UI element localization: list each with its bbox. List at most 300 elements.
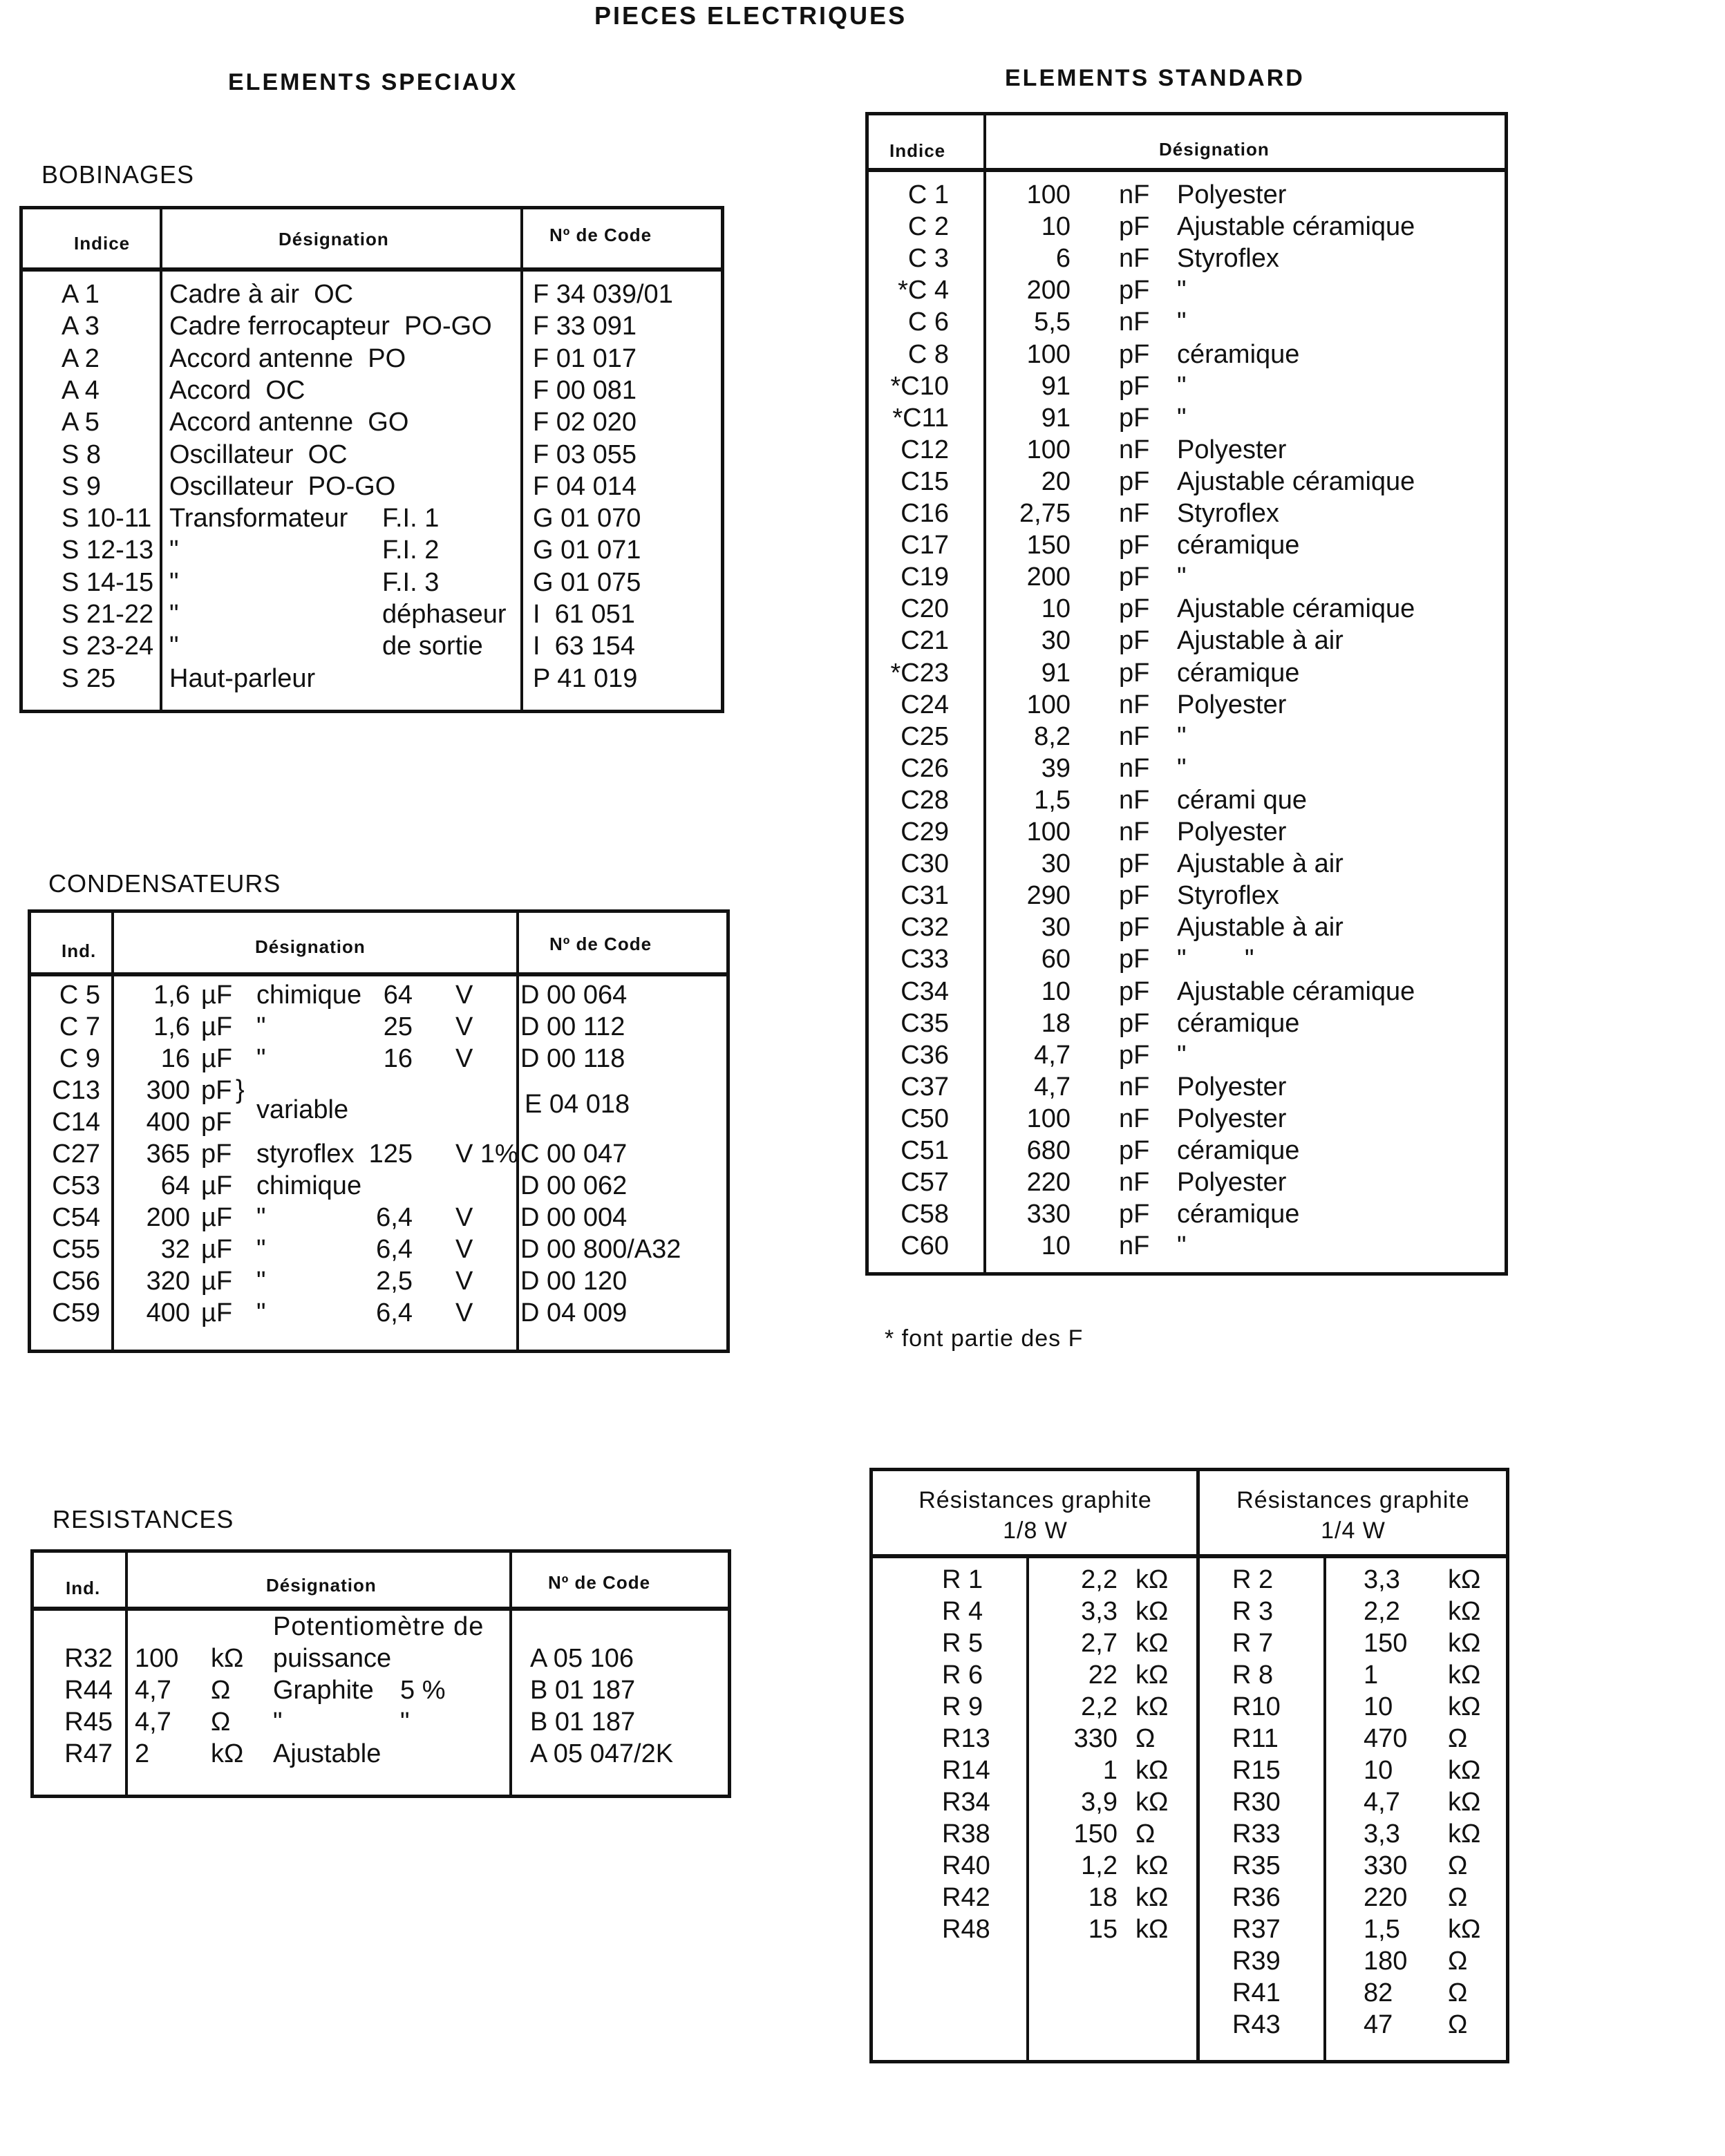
type: chimique bbox=[256, 1171, 362, 1200]
table-row bbox=[869, 848, 1505, 880]
unit: Ω bbox=[1448, 1851, 1468, 1880]
designation-detail: F.I. 3 bbox=[382, 567, 440, 597]
header-indice: Indice bbox=[74, 233, 131, 254]
header-designation: Désignation bbox=[1159, 139, 1270, 160]
unit: Ω bbox=[211, 1708, 231, 1737]
indice: C29 bbox=[901, 817, 949, 847]
value: 2 bbox=[135, 1739, 150, 1768]
value: 10 bbox=[1041, 212, 1071, 242]
value: 2,2 bbox=[1364, 1597, 1400, 1626]
designation: Transformateur bbox=[169, 504, 348, 533]
value: 100 bbox=[1026, 435, 1071, 464]
table-row bbox=[873, 1913, 1506, 1945]
value: 1,5 bbox=[1034, 785, 1071, 815]
indice: C16 bbox=[901, 499, 949, 528]
unit: pF bbox=[1119, 1136, 1150, 1165]
indice: A 4 bbox=[62, 375, 100, 405]
unit: µF bbox=[201, 1298, 233, 1327]
header-1-8w bbox=[873, 1485, 1198, 1546]
unit: kΩ bbox=[1135, 1851, 1169, 1880]
table-row bbox=[23, 439, 721, 471]
indice: R30 bbox=[1232, 1788, 1281, 1817]
unit: Ω bbox=[1135, 1819, 1156, 1848]
value: 39 bbox=[1041, 753, 1071, 783]
unit: pF bbox=[1119, 658, 1150, 688]
designation: Styroflex bbox=[1177, 244, 1279, 274]
indice: C15 bbox=[901, 466, 949, 496]
value: 100 bbox=[1026, 339, 1071, 369]
table-row bbox=[869, 306, 1505, 338]
value: 10 bbox=[1041, 594, 1071, 624]
indice: C53 bbox=[52, 1171, 100, 1200]
designation: céramique bbox=[1177, 531, 1300, 560]
indice: C56 bbox=[52, 1267, 100, 1296]
unit: nF bbox=[1119, 435, 1150, 464]
unit: pF bbox=[1119, 881, 1150, 911]
designation: Ajustable céramique bbox=[1177, 976, 1415, 1006]
indice: C55 bbox=[52, 1235, 100, 1264]
value: 3,3 bbox=[1364, 1819, 1400, 1848]
header-code: Nº de Code bbox=[549, 225, 652, 245]
indice: R 6 bbox=[942, 1661, 983, 1690]
unit: pF bbox=[1119, 1008, 1150, 1038]
designation: " bbox=[1177, 1231, 1187, 1261]
voltage: 125 bbox=[368, 1140, 413, 1169]
unit: pF bbox=[1119, 531, 1150, 560]
indice: S 25 bbox=[62, 663, 116, 693]
variable-code: E 04 018 bbox=[525, 1090, 630, 1119]
unit: nF bbox=[1119, 308, 1150, 337]
unit: pF bbox=[1119, 626, 1150, 656]
value: 400 bbox=[146, 1298, 190, 1327]
table-row bbox=[873, 1977, 1506, 2009]
code: I 61 051 bbox=[533, 600, 635, 629]
value: 6 bbox=[1055, 244, 1071, 274]
unit: kΩ bbox=[1448, 1597, 1481, 1626]
table-header bbox=[31, 913, 726, 976]
table-row bbox=[23, 343, 721, 375]
value: 10 bbox=[1041, 976, 1071, 1006]
unit: kΩ bbox=[211, 1739, 244, 1768]
unit: µF bbox=[201, 1267, 233, 1296]
footnote: * font partie des F bbox=[885, 1325, 1084, 1352]
indice: S 9 bbox=[62, 471, 102, 501]
code: F 01 017 bbox=[533, 343, 637, 373]
unit: pF bbox=[201, 1108, 232, 1137]
indice: R 2 bbox=[1232, 1565, 1274, 1594]
header-wattage: 1/4 W bbox=[1321, 1517, 1386, 1544]
designation: " bbox=[1177, 371, 1187, 401]
table-row bbox=[873, 1691, 1506, 1723]
value: 20 bbox=[1041, 466, 1071, 496]
voltage: 6,4 bbox=[376, 1298, 413, 1327]
resistances-label: RESISTANCES bbox=[53, 1505, 234, 1533]
voltage: 6,4 bbox=[376, 1203, 413, 1232]
header-ind: Ind. bbox=[66, 1578, 101, 1598]
type: " bbox=[256, 1298, 266, 1327]
header-designation: Désignation bbox=[266, 1575, 377, 1596]
designation: Ajustable céramique bbox=[1177, 212, 1415, 242]
table-row bbox=[31, 1043, 726, 1075]
table-row bbox=[31, 1265, 726, 1297]
value: 330 bbox=[1073, 1724, 1118, 1753]
indice: R47 bbox=[64, 1739, 113, 1768]
value: 15 bbox=[1088, 1915, 1118, 1944]
header-ind: Ind. bbox=[62, 940, 97, 961]
designation: " bbox=[1177, 753, 1187, 783]
value: 680 bbox=[1026, 1136, 1071, 1165]
table-row bbox=[23, 567, 721, 598]
code: F 03 055 bbox=[533, 439, 637, 469]
table-row bbox=[873, 1627, 1506, 1659]
unit: kΩ bbox=[1448, 1788, 1481, 1817]
code: P 41 019 bbox=[533, 663, 638, 693]
value: 4,7 bbox=[135, 1676, 171, 1705]
indice: A 5 bbox=[62, 408, 100, 437]
indice: *C11 bbox=[892, 403, 949, 433]
table-row bbox=[31, 1075, 726, 1106]
value: 60 bbox=[1041, 945, 1071, 974]
unit: kΩ bbox=[1135, 1756, 1169, 1785]
indice: C31 bbox=[901, 881, 949, 911]
unit: kΩ bbox=[1135, 1692, 1169, 1721]
value: 320 bbox=[146, 1267, 190, 1296]
unit: nF bbox=[1119, 180, 1150, 209]
value: 10 bbox=[1364, 1692, 1393, 1721]
unit: µF bbox=[201, 1012, 233, 1041]
table-row bbox=[31, 1233, 726, 1265]
designation: Graphite bbox=[273, 1676, 374, 1705]
header-designation: Désignation bbox=[279, 229, 389, 249]
indice: R 5 bbox=[942, 1629, 983, 1658]
designation: " bbox=[1177, 721, 1187, 751]
value: 1,5 bbox=[1364, 1915, 1400, 1944]
indice: R38 bbox=[942, 1819, 990, 1848]
table-row bbox=[23, 502, 721, 534]
indice: C33 bbox=[901, 945, 949, 974]
unit: kΩ bbox=[1135, 1883, 1169, 1912]
table-row bbox=[34, 1706, 728, 1738]
value: 22 bbox=[1088, 1661, 1118, 1690]
indice: S 14-15 bbox=[62, 567, 154, 597]
unit: Ω bbox=[1448, 2010, 1468, 2039]
table-row bbox=[873, 1659, 1506, 1691]
indice: C28 bbox=[901, 785, 949, 815]
designation: Ajustable à air bbox=[1177, 913, 1344, 943]
variable-label: variable bbox=[256, 1095, 349, 1124]
table-row bbox=[23, 375, 721, 406]
voltage-unit: V bbox=[455, 981, 473, 1010]
indice: S 12-13 bbox=[62, 536, 154, 565]
code: D 00 800/A32 bbox=[520, 1235, 681, 1264]
indice: C 1 bbox=[907, 180, 949, 209]
code: D 00 004 bbox=[520, 1203, 628, 1232]
indice: *C 4 bbox=[898, 276, 949, 305]
voltage-unit: V bbox=[455, 1298, 473, 1327]
table-row bbox=[869, 339, 1505, 370]
indice: R 1 bbox=[942, 1565, 983, 1594]
unit: kΩ bbox=[1448, 1565, 1481, 1594]
table-header bbox=[23, 209, 721, 272]
voltage-unit: V bbox=[455, 1044, 473, 1073]
unit: kΩ bbox=[1448, 1629, 1481, 1658]
designation: Ajustable à air bbox=[1177, 849, 1344, 879]
indice: R35 bbox=[1232, 1851, 1281, 1880]
voltage-unit: V 1% bbox=[455, 1140, 518, 1169]
unit: pF bbox=[201, 1140, 232, 1169]
header-indice: Indice bbox=[889, 140, 946, 161]
designation: " " bbox=[1177, 945, 1254, 974]
value: 5,5 bbox=[1034, 308, 1071, 337]
unit: nF bbox=[1119, 817, 1150, 847]
code: B 01 187 bbox=[530, 1676, 636, 1705]
code: G 01 075 bbox=[533, 567, 641, 597]
value: 91 bbox=[1041, 371, 1071, 401]
table-row bbox=[873, 2009, 1506, 2041]
indice: S 21-22 bbox=[62, 600, 154, 629]
indice: C 2 bbox=[907, 212, 949, 242]
designation: Cadre ferrocapteur PO-GO bbox=[169, 312, 492, 341]
indice: C14 bbox=[52, 1108, 100, 1137]
indice: R 7 bbox=[1232, 1629, 1274, 1658]
voltage: 2,5 bbox=[376, 1267, 413, 1296]
designation: Oscillateur PO-GO bbox=[169, 471, 396, 501]
unit: kΩ bbox=[1135, 1788, 1169, 1817]
table-header bbox=[873, 1471, 1506, 1558]
voltage-unit: V bbox=[455, 1012, 473, 1041]
table-row bbox=[23, 406, 721, 438]
designation: céramique bbox=[1177, 1008, 1300, 1038]
unit: kΩ bbox=[1448, 1819, 1481, 1848]
unit: kΩ bbox=[1448, 1692, 1481, 1721]
table-row bbox=[869, 976, 1505, 1008]
table-row bbox=[873, 1596, 1506, 1627]
indice: C24 bbox=[901, 690, 949, 719]
left-section-title: ELEMENTS SPECIAUX bbox=[228, 69, 518, 95]
indice: *C23 bbox=[890, 658, 949, 688]
indice: R42 bbox=[942, 1883, 990, 1912]
designation-detail: déphaseur bbox=[382, 600, 507, 629]
code: I 63 154 bbox=[533, 632, 635, 661]
indice: R37 bbox=[1232, 1915, 1281, 1944]
value: 150 bbox=[1364, 1629, 1408, 1658]
table-row bbox=[869, 434, 1505, 466]
unit: pF bbox=[1119, 371, 1150, 401]
value: 8,2 bbox=[1034, 721, 1071, 751]
designation: cérami que bbox=[1177, 785, 1307, 815]
type: " bbox=[256, 1267, 266, 1296]
indice: R34 bbox=[942, 1788, 990, 1817]
value: 300 bbox=[146, 1076, 190, 1105]
designation-detail: de sortie bbox=[382, 632, 483, 661]
potentiometre-label: Potentiomètre de bbox=[273, 1612, 484, 1641]
bobinages-table bbox=[19, 206, 724, 713]
indice: C25 bbox=[901, 721, 949, 751]
designation: Ajustable céramique bbox=[1177, 466, 1415, 496]
unit: nF bbox=[1119, 499, 1150, 528]
designation: céramique bbox=[1177, 658, 1300, 688]
table-row bbox=[873, 1786, 1506, 1818]
indice: R 8 bbox=[1232, 1661, 1274, 1690]
table-row bbox=[869, 593, 1505, 625]
code: D 00 120 bbox=[520, 1267, 628, 1296]
indice: R 3 bbox=[1232, 1597, 1274, 1626]
designation: céramique bbox=[1177, 339, 1300, 369]
unit: kΩ bbox=[1135, 1661, 1169, 1690]
table-row bbox=[873, 1564, 1506, 1596]
indice: R11 bbox=[1232, 1724, 1279, 1753]
indice: C26 bbox=[901, 753, 949, 783]
value: 470 bbox=[1364, 1724, 1408, 1753]
unit: pF bbox=[201, 1076, 232, 1105]
table-row bbox=[869, 1166, 1505, 1198]
detail: " bbox=[400, 1708, 410, 1737]
indice: R41 bbox=[1232, 1978, 1281, 2007]
indice: C17 bbox=[901, 531, 949, 560]
code: F 00 081 bbox=[533, 375, 637, 405]
indice: R10 bbox=[1232, 1692, 1281, 1721]
value: 82 bbox=[1364, 1978, 1393, 2007]
unit: Ω bbox=[1448, 1978, 1468, 2007]
indice: C 7 bbox=[59, 1012, 100, 1041]
value: 330 bbox=[1364, 1851, 1408, 1880]
voltage: 16 bbox=[383, 1044, 413, 1073]
unit: pF bbox=[1119, 276, 1150, 305]
unit: nF bbox=[1119, 721, 1150, 751]
indice: C20 bbox=[901, 594, 949, 624]
table-row bbox=[869, 1135, 1505, 1166]
table-row bbox=[869, 880, 1505, 911]
indice: A 2 bbox=[62, 343, 100, 373]
table-row bbox=[31, 1011, 726, 1043]
value: 91 bbox=[1041, 403, 1071, 433]
code: D 00 062 bbox=[520, 1171, 628, 1200]
value: 1 bbox=[1102, 1756, 1118, 1785]
value: 100 bbox=[1026, 690, 1071, 719]
unit: pF bbox=[1119, 466, 1150, 496]
designation: Haut-parleur bbox=[169, 663, 316, 693]
indice: R44 bbox=[64, 1676, 113, 1705]
indice: R48 bbox=[942, 1915, 990, 1944]
designation: Polyester bbox=[1177, 1168, 1287, 1198]
table-row bbox=[869, 402, 1505, 434]
designation: Ajustable céramique bbox=[1177, 594, 1415, 624]
table-row bbox=[869, 211, 1505, 243]
header-1-4w bbox=[1198, 1485, 1509, 1546]
table-row bbox=[869, 625, 1505, 656]
indice: C12 bbox=[901, 435, 949, 464]
designation: Ajustable bbox=[273, 1739, 381, 1768]
unit: pF bbox=[1119, 212, 1150, 242]
table-row bbox=[869, 1008, 1505, 1039]
designation: " bbox=[1177, 403, 1187, 433]
designation-detail: F.I. 1 bbox=[382, 504, 440, 533]
indice: C21 bbox=[901, 626, 949, 656]
value: 2,2 bbox=[1081, 1565, 1118, 1594]
table-row bbox=[869, 274, 1505, 306]
table-row bbox=[873, 1850, 1506, 1882]
header-code: Nº de Code bbox=[548, 1572, 651, 1593]
value: 1,6 bbox=[153, 1012, 190, 1041]
designation: Polyester bbox=[1177, 1104, 1287, 1133]
value: 1,6 bbox=[153, 981, 190, 1010]
indice: S 10-11 bbox=[62, 504, 152, 533]
table-row bbox=[869, 498, 1505, 529]
indice: C32 bbox=[901, 913, 949, 943]
value: 100 bbox=[1026, 180, 1071, 209]
table-row bbox=[34, 1674, 728, 1706]
value: 100 bbox=[1026, 1104, 1071, 1133]
unit: pF bbox=[1119, 403, 1150, 433]
type: " bbox=[256, 1044, 266, 1073]
table-row bbox=[873, 1882, 1506, 1913]
voltage: 6,4 bbox=[376, 1235, 413, 1264]
table-row bbox=[869, 753, 1505, 784]
unit: kΩ bbox=[1448, 1756, 1481, 1785]
indice: C 5 bbox=[59, 981, 100, 1010]
voltage-unit: V bbox=[455, 1203, 473, 1232]
unit: µF bbox=[201, 1235, 233, 1264]
value: 150 bbox=[1073, 1819, 1118, 1848]
indice: R45 bbox=[64, 1708, 113, 1737]
graphite-resistances-table bbox=[869, 1468, 1509, 2063]
table-row bbox=[869, 529, 1505, 561]
value: 150 bbox=[1026, 531, 1071, 560]
unit: µF bbox=[201, 981, 233, 1010]
designation: " bbox=[169, 632, 179, 661]
unit: nF bbox=[1119, 785, 1150, 815]
table-row bbox=[31, 979, 726, 1011]
value: 10 bbox=[1041, 1231, 1071, 1261]
indice: A 1 bbox=[62, 280, 100, 309]
indice: C60 bbox=[901, 1231, 949, 1261]
table-row bbox=[23, 310, 721, 342]
designation: puissance bbox=[273, 1644, 392, 1673]
voltage-unit: V bbox=[455, 1235, 473, 1264]
code: F 33 091 bbox=[533, 312, 637, 341]
designation: Ajustable à air bbox=[1177, 626, 1344, 656]
value: 200 bbox=[146, 1203, 190, 1232]
value: 100 bbox=[1026, 817, 1071, 847]
unit: nF bbox=[1119, 1168, 1150, 1198]
table-row bbox=[869, 1198, 1505, 1230]
unit: kΩ bbox=[1135, 1597, 1169, 1626]
value: 2,2 bbox=[1081, 1692, 1118, 1721]
table-row bbox=[34, 1643, 728, 1674]
value: 200 bbox=[1026, 562, 1071, 592]
unit: µF bbox=[201, 1044, 233, 1073]
unit: µF bbox=[201, 1203, 233, 1232]
code: A 05 106 bbox=[530, 1644, 634, 1673]
value: 365 bbox=[146, 1140, 190, 1169]
table-row bbox=[31, 1138, 726, 1170]
unit: pF bbox=[1119, 976, 1150, 1006]
table-row bbox=[31, 1106, 726, 1138]
table-row bbox=[23, 598, 721, 630]
header-wattage: 1/8 W bbox=[1003, 1517, 1068, 1544]
table-row bbox=[31, 1297, 726, 1329]
value: 200 bbox=[1026, 276, 1071, 305]
value: 4,7 bbox=[1034, 1040, 1071, 1070]
unit: Ω bbox=[211, 1676, 231, 1705]
type: " bbox=[256, 1203, 266, 1232]
type: styroflex bbox=[256, 1140, 355, 1169]
unit: µF bbox=[201, 1171, 233, 1200]
designation: Oscillateur OC bbox=[169, 439, 348, 469]
value: 10 bbox=[1364, 1756, 1393, 1785]
designation: " bbox=[169, 600, 179, 629]
code: B 01 187 bbox=[530, 1708, 636, 1737]
